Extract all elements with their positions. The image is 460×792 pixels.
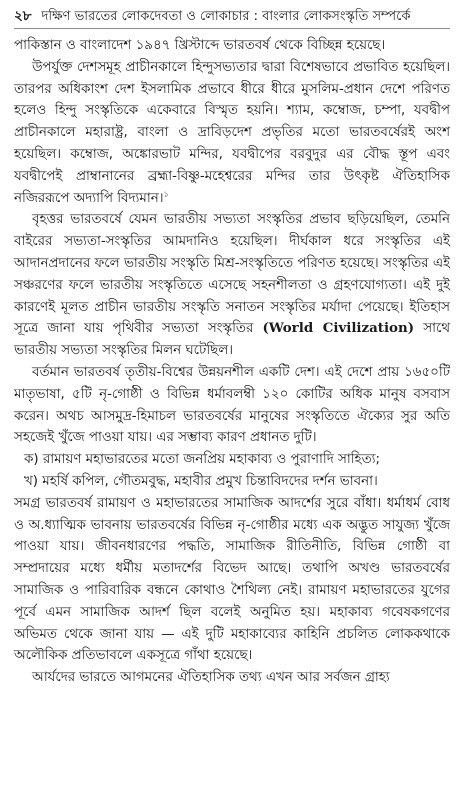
paragraph-3-text-b: সাথে ভারতীয় সভ্যতা সংস্কৃতির মিলন ঘটেছিল। (14, 321, 451, 359)
running-title: দক্ষিণ ভারতের লোকদেবতা ও লোকাচার : বাংলার লোকসংস্কৃতি সম্পর্কে (41, 9, 411, 24)
list-item-a: ক) রামায়ণ মহাভারতের মতো জনপ্রিয় মহাকাব্য ও পুরাণাদি সাহিত্য; (24, 452, 381, 468)
body-text (14, 35, 450, 689)
paragraph-2 (14, 57, 450, 210)
list-item-b: খ) মহর্ষি কপিল, গৌতমবুদ্ধ, মহাবীর প্রমুখ চিন্তাবিদদের দর্শন ভাবনা। (24, 473, 378, 489)
footnote-marker: ১ (163, 189, 169, 199)
paragraph-5: সমগ্র ভারতবর্ষ রামায়ণ ও মহাভারতের সামাজিক আদর্শের সুরে বাঁধা। ধর্মাধর্ম বোধ ও অ.ধ্যাত্মিক ভাবনায় ভারতবর্ষের বিভিন্ন নৃ-গোষ্ঠীর মধ্যে এক অদ্ভুত সাযুজ্য খুঁজে পাওয়া যায়। জীবনধারণের পদ্ধতি, সামাজিক রীতিনীতি, বিভিন্ন গোষ্ঠী বা সম্প্রদায়ের মধ্যে ধর্মীয় মতাদর্শের বিভেদ আছে। তথাপি অখণ্ড ভারতবর্ষের সামাজিক ও পারিবারিক বন্ধনে কোথাও শৈথিল্য নেই। রামায়ণ মহাভারতের যুগের পূর্বে এমন সামাজিক আদর্শ ছিল বলেই অনুমিত হয়। মহাকাব্য গবেষকগণের অভিমত থেকে জানা যায় — এই দুটি মহাকাব্যের কাহিনি প্রচলিত লোককথাকে অলৌকিক প্রতিভাবলে একসূত্রে গাঁথা হয়েছে। (14, 495, 450, 664)
page-number: ২৮ (14, 8, 32, 24)
paragraph-2-text: উপর্যুক্ত দেশসমূহ প্রাচীনকালে হিন্দুসভ্যতার দ্বারা বিশেষভাবে প্রভাবিত হয়েছিল। তারপর অধিকাংশ দেশ ইসলামিক প্রভাবে ধীরে ধীরে মুসলিম-প্রধান দেশে পরিণত হলেও হিন্দু সংস্কৃতিকে একেবারে বিস্মৃত হয়নি। শ্যাম, কম্বোজ, চম্পা, যবদ্বীপ প্রাচীনকালে মহারাষ্ট্র, বাংলা ও দ্রাবিড়দেশ প্রভৃতির মতো ভারতবর্ষেরই অংশ হয়েছিল। কম্বোজ, অঙ্কোরভাট মন্দির, যবদ্বীপের বরবুদুর এর বৌদ্ধ স্তূপ এবং যবদ্বীপেই প্রাম্বানানের ব্রহ্মা-বিষ্ণু-মহেশ্বরের মন্দির তার উৎকৃষ্ট ঐতিহাসিক নজিররূপে অদ্যাপি বিদ্যমান। (14, 59, 450, 206)
paragraph-3-text-a: বৃহত্তর ভারতবর্ষে যেমন ভারতীয় সভ্যতা সংস্কৃতির প্রভাব ছড়িয়েছিল, তেমনি বাইরের সভ্যতা-সংস্কৃতির আমদানিও হয়েছিল। দীর্ঘকাল ধরে সংস্কৃতির এই আদানপ্রদানের ফলে ভারতীয় সংস্কৃতি মিশ্র-সংস্কৃতিতে পরিণত হয়েছে। সংস্কৃতির এই সঞ্চরণের ফলে ভারতীয় সংস্কৃতিতে এসেছে সহনশীলতা ও গ্রহণযোগ্যতা। এই দুই কারণেই মূলত প্রাচীন ভারতীয় সংস্কৃতি সনাতন সংস্কৃতির মর্যাদা পেয়েছে। ইতিহাস সূত্রে জানা যায় পৃথিবীর সভ্যতা সংস্কৃতির (14, 212, 450, 337)
paragraph-6: আর্যদের ভারতে আগমনের ঐতিহাসিক তথ্য এখন আর সর্বজন গ্রাহ্য (32, 670, 390, 686)
world-civilization-term: (World Civilization) (262, 320, 415, 337)
paragraph-3 (14, 209, 450, 362)
running-header (14, 6, 450, 29)
paragraph-4: বর্তমান ভারতবর্ষ তৃতীয়-বিশ্বের উন্নয়নশীল একটি দেশ। এই দেশে প্রায় ১৬৫০টি মাতৃভাষা, ৫টি নৃ-গোষ্ঠী ও বিভিন্ন ধর্মাবলম্বী ১২০ কোটির অধিক মানুষ বসবাস করেন। অথচ আসমুদ্র-হিমাচল ভারতবর্ষের মানুষের সংস্কৃতিতে ঐক্যের সুর অতি সহজেই খুঁজে পাওয়া যায়। এর সম্ভাব্য কারণ প্রধানত দুটি। (14, 364, 450, 446)
paragraph-1: পাকিস্তান ও বাংলাদেশ ১৯৪৭ খ্রিস্টাব্দে ভারতবর্ষ থেকে বিচ্ছিন্ন হয়েছে। (14, 38, 386, 53)
